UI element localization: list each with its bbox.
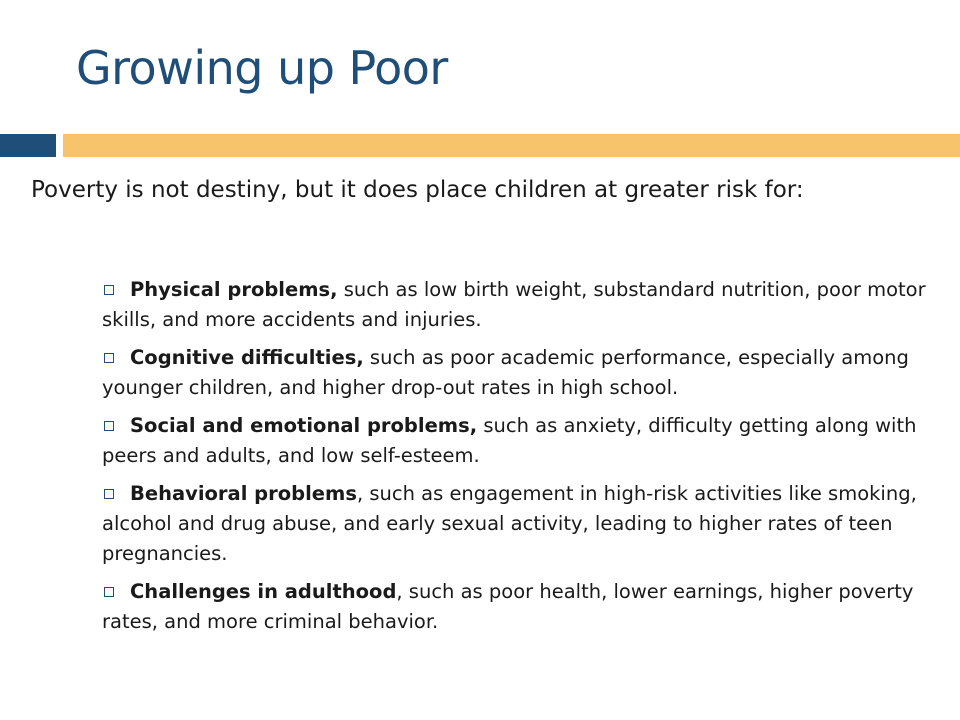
bullet-text: such as poor academic performance, especially among younger children, and higher drop-out rates in high school.: [102, 346, 909, 399]
bullet-item: [102, 411, 932, 471]
bullet-text: such as low birth weight, substandard nutrition, poor motor skills, and more accidents and injuries.: [102, 278, 926, 331]
checkbox-bullet-icon: [104, 587, 114, 597]
bullet-item: [102, 577, 932, 637]
bullet-heading: Cognitive difficulties,: [130, 346, 364, 369]
checkbox-bullet-icon: [104, 353, 114, 363]
bullet-heading: Challenges in adulthood: [130, 580, 397, 603]
bullet-text: such as anxiety, difficulty getting along with peers and adults, and low self-esteem.: [102, 414, 917, 467]
bullet-heading: Behavioral problems: [130, 482, 357, 505]
intro-text: Poverty is not destiny, but it does place children at greater risk for:: [31, 177, 804, 203]
checkbox-bullet-icon: [104, 489, 114, 499]
accent-bar-blue: [0, 134, 56, 157]
bullet-heading: Physical problems,: [130, 278, 338, 301]
checkbox-bullet-icon: [104, 421, 114, 431]
bullet-text: , such as poor health, lower earnings, higher poverty rates, and more criminal behavior.: [102, 580, 914, 633]
bullet-item: [102, 343, 932, 403]
bullet-item: [102, 275, 932, 335]
checkbox-bullet-icon: [104, 285, 114, 295]
accent-bar-gold: [63, 134, 960, 157]
bullet-heading: Social and emotional problems,: [130, 414, 478, 437]
bullet-list: [102, 275, 932, 645]
bullet-text: , such as engagement in high-risk activities like smoking, alcohol and drug abuse, and early sexual activity, leading to higher rates of teen pregnancies.: [102, 482, 917, 565]
slide-title: Growing up Poor: [76, 41, 448, 95]
bullet-item: [102, 479, 932, 569]
